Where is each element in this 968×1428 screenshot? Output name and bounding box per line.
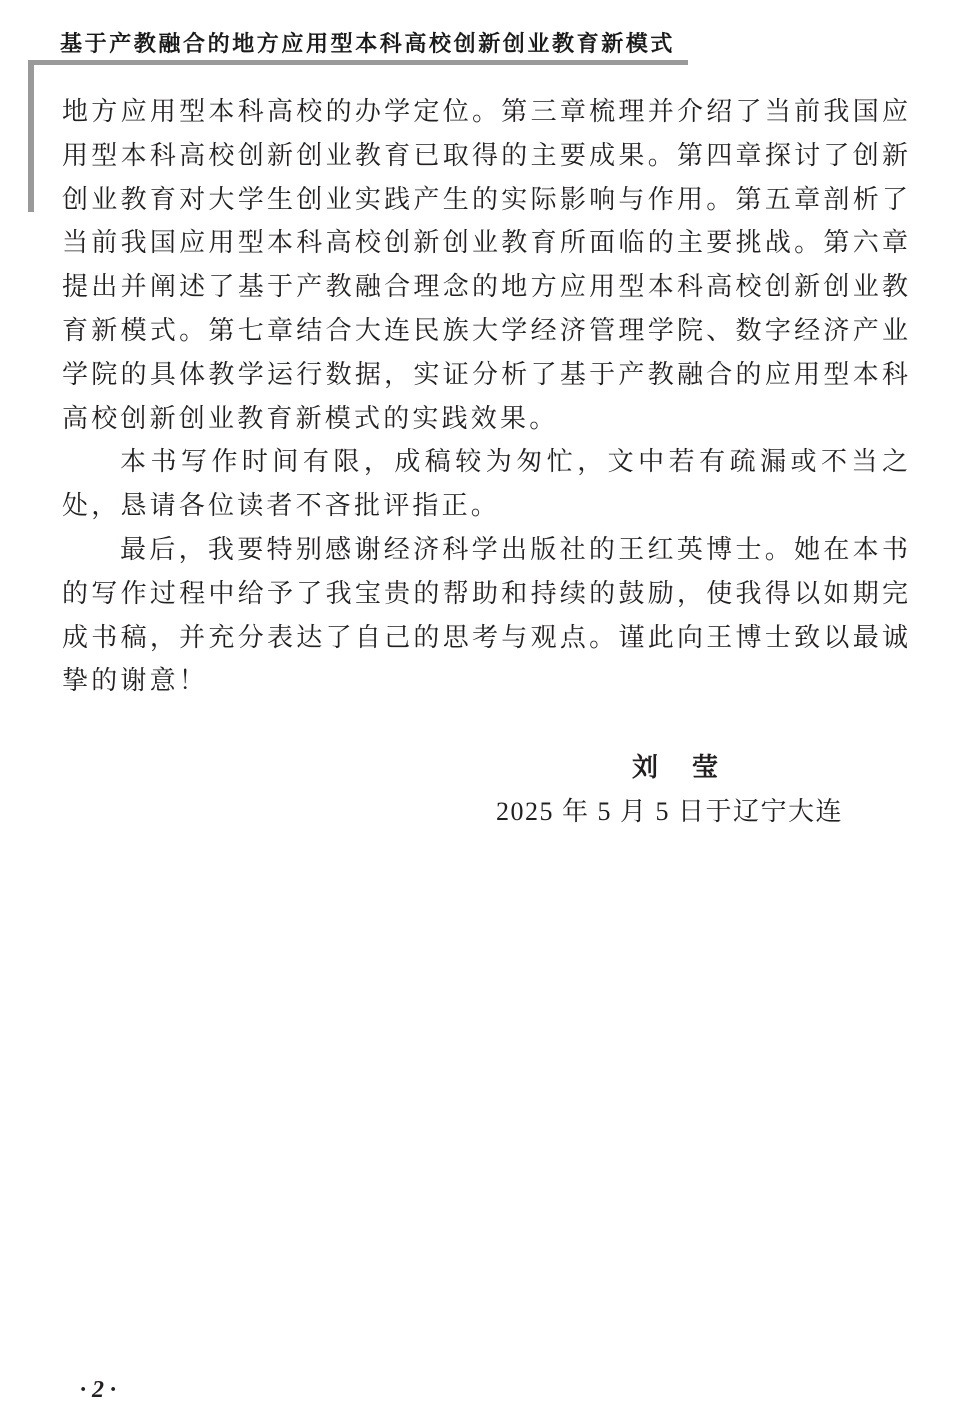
paragraph-apology [62,441,908,529]
running-header-title: 基于产教融合的地方应用型本科高校创新创业教育新模式 [60,32,676,57]
text-line: 的写作过程中给予了我宝贵的帮助和持续的鼓励，使我得以如期完 [62,578,908,609]
page-number: · 2 · [80,1377,116,1403]
signature-date: 2025 年 5 月 5 日于辽宁大连 [496,797,844,826]
text-line: 挚的谢意！ [62,666,209,697]
header-left-rule [28,60,34,212]
text-line: 提出并阐述了基于产教融合理念的地方应用型本科高校创新创业教 [62,272,908,303]
text-line: 用型本科高校创新创业教育已取得的主要成果。第四章探讨了创新 [62,140,908,171]
paragraph-chapter-summary [62,91,908,441]
text-line: 最后，我要特别感谢经济科学出版社的王红英博士。她在本书 [120,534,908,565]
text-line: 成书稿，并充分表达了自己的思考与观点。谨此向王博士致以最诚 [62,622,908,653]
text-line: 当前我国应用型本科高校创新创业教育所面临的主要挑战。第六章 [62,228,908,259]
text-line: 高校创新创业教育新模式的实践效果。 [62,403,559,434]
text-line: 本书写作时间有限，成稿较为匆忙，文中若有疏漏或不当之 [120,447,908,478]
signature-name: 刘 莹 [632,753,723,783]
text-line: 育新模式。第七章结合大连民族大学经济管理学院、数字经济产业 [62,315,908,346]
text-line: 地方应用型本科高校的办学定位。第三章梳理并介绍了当前我国应 [62,97,908,127]
text-line: 创业教育对大学生创业实践产生的实际影响与作用。第五章剖析了 [62,184,908,215]
paragraph-acknowledgement [62,529,908,704]
header-rule [30,60,688,65]
text-line: 学院的具体教学运行数据，实证分析了基于产教融合的应用型本科 [62,359,908,390]
body-text [62,91,908,704]
text-line: 处，恳请各位读者不吝批评指正。 [62,491,501,522]
